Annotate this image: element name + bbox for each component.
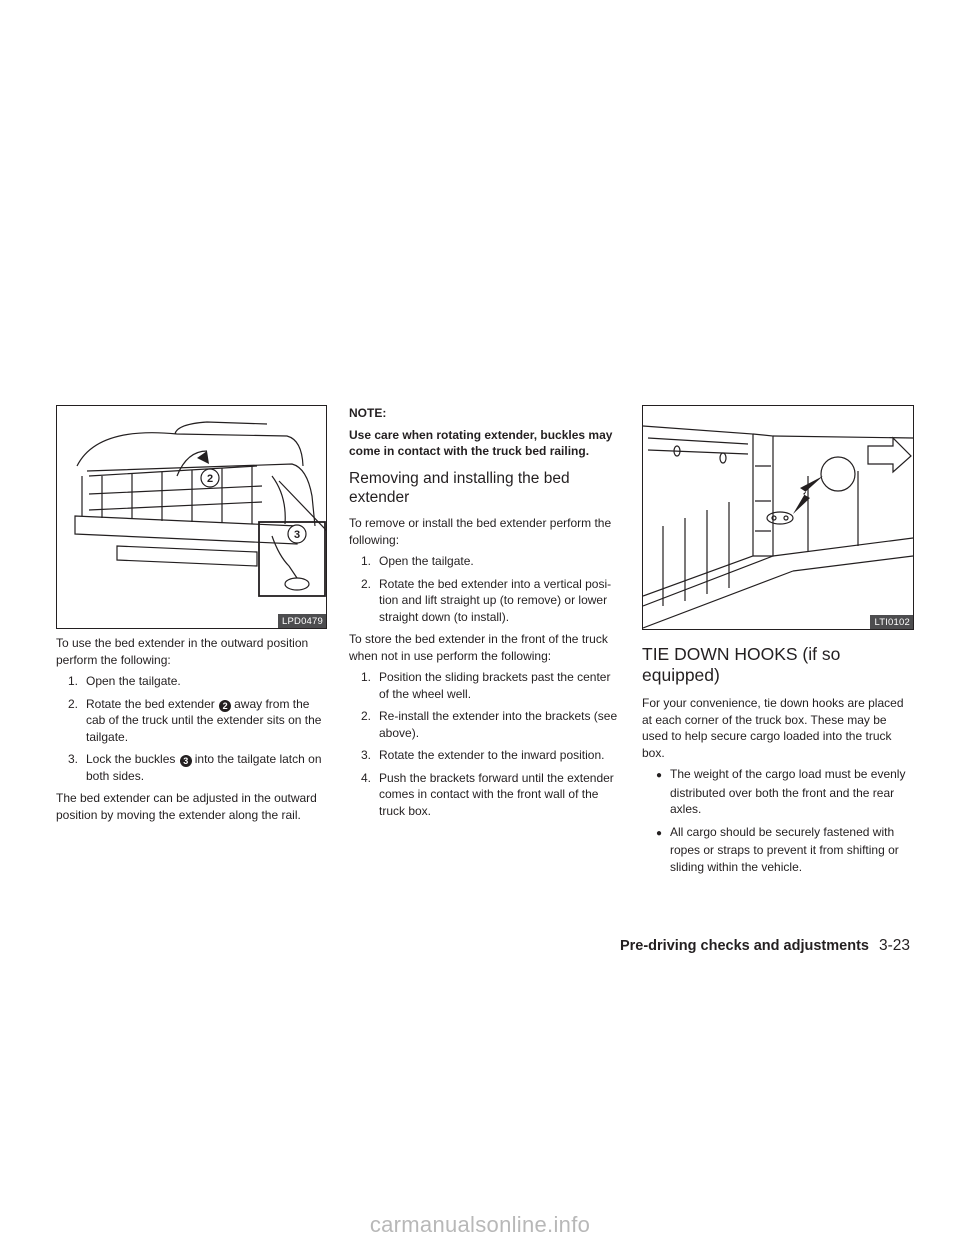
- list-item: 3. Lock the buckles 3 into the tailgate latch on both sides.: [68, 752, 322, 783]
- section-heading: TIE DOWN HOOKS (if so equipped): [642, 644, 841, 685]
- note-body: Use care when rotating extender, buckles may come in contact with the truck bed railing.: [349, 428, 613, 458]
- tie-down-hook-figure: [642, 405, 914, 630]
- bullet-list: [642, 766, 914, 875]
- step-list: [349, 669, 620, 819]
- section-title: Pre-driving checks and adjustments: [619, 938, 869, 954]
- paragraph: To store the bed extender in the front of the truck when not in use perform the following:: [349, 632, 608, 663]
- callout-badge: 2: [219, 700, 231, 712]
- list-item: 3. Rotate the extender to the inward position.: [361, 748, 605, 762]
- list-item: ● The weight of the cargo load must be evenly distributed over both the front and the rear axles.: [656, 767, 906, 816]
- figure-callout: 2: [206, 473, 214, 485]
- step-list: [56, 673, 327, 784]
- list-item: 1. Open the tailgate.: [68, 674, 181, 688]
- column-right: [642, 405, 914, 881]
- bed-extender-illustration: [57, 406, 326, 628]
- paragraph: The bed extender can be adjusted in the outward position by moving the extender along the rail.: [56, 791, 317, 822]
- paragraph: To remove or install the bed extender perform the following:: [349, 516, 612, 547]
- bed-extender-figure: [56, 405, 327, 629]
- column-middle: [349, 405, 620, 825]
- watermark: carmanualsonline.info: [369, 1212, 591, 1237]
- list-item: 2. Re-install the extender into the brackets (see above).: [361, 709, 618, 740]
- section-heading: Removing and installing the bed extender: [349, 470, 570, 506]
- figure-code: LTI0102: [870, 615, 913, 629]
- truck-bed-illustration: [643, 406, 913, 629]
- figure-code: LPD0479: [278, 614, 326, 628]
- page-footer: [620, 937, 910, 955]
- list-item: 2. Rotate the bed extender 2 away from the cab of the truck until the extender sits on the tailgate.: [68, 696, 322, 744]
- list-item: 1. Open the tailgate.: [361, 554, 474, 568]
- figure-callout: 3: [293, 529, 301, 541]
- step-list: [349, 553, 620, 625]
- page-number: 3-23: [878, 937, 910, 954]
- list-item: 2. Rotate the bed extender into a vertical posi-tion and lift straight up (to remove) or lower straight down (to install).: [361, 576, 612, 624]
- column-left: [56, 405, 327, 823]
- paragraph: For your convenience, tie down hooks are placed at each corner of the truck box. These may be used to help secure cargo loaded into the truck box.: [642, 696, 904, 760]
- list-item: 1. Position the sliding brackets past the center of the wheel well.: [361, 670, 611, 701]
- list-item: ● All cargo should be securely fastened with ropes or straps to prevent it from shifting or sliding within the vehicle.: [656, 824, 899, 874]
- note-heading: NOTE:: [349, 406, 387, 420]
- callout-badge: 3: [180, 755, 192, 767]
- list-item: 4. Push the brackets forward until the extender comes in contact with the front wall of the truck box.: [361, 770, 614, 818]
- paragraph: To use the bed extender in the outward position perform the following:: [56, 636, 309, 667]
